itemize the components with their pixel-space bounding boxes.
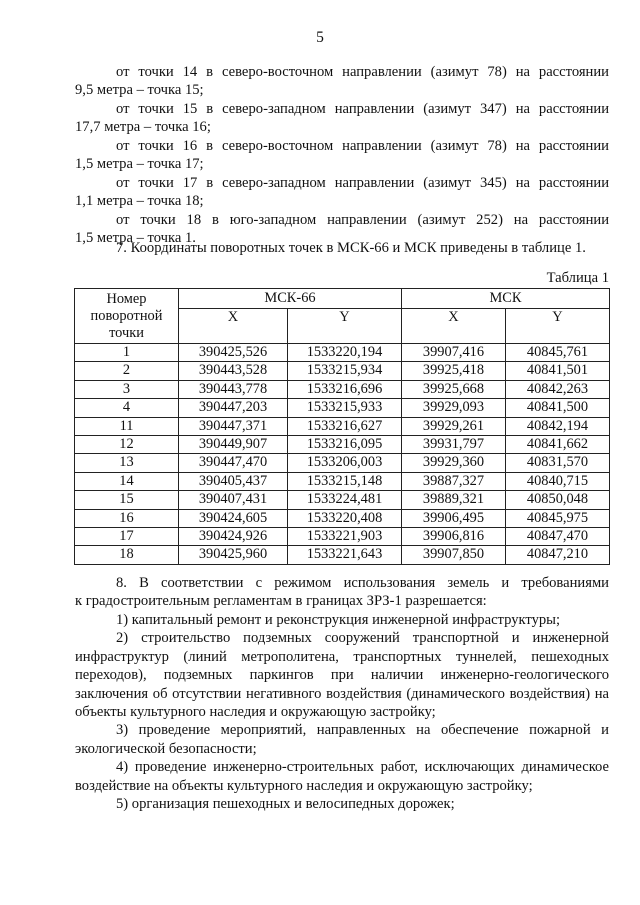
list-item: 1) капитальный ремонт и реконструкция инженерной инфраструктуры; — [116, 612, 561, 628]
table-row — [75, 509, 610, 527]
cell-msk66-y: 1533220,408 — [288, 509, 402, 527]
cell-msk66-y: 1533220,194 — [288, 344, 402, 362]
table-row — [75, 380, 610, 398]
cell-msk-y: 40847,210 — [506, 546, 610, 564]
direction-line-2: 9,5 метра – точка 15; — [75, 82, 204, 99]
item-8-intro — [75, 574, 609, 611]
cell-point: 17 — [75, 528, 179, 546]
list-item: 4) проведение инженерно-строительных работ, исключающих динамическое воздействие на объекты культурного наследия и окружающую застройку; — [75, 759, 609, 794]
cell-msk-y: 40842,263 — [506, 380, 610, 398]
cell-msk-x: 39929,093 — [402, 399, 506, 417]
cell-msk66-y: 1533216,095 — [288, 436, 402, 454]
table-row — [75, 399, 610, 417]
list-item: 3) проведение мероприятий, направленных на обеспечение пожарной и экологической безопасности; — [75, 722, 609, 757]
direction-paragraph — [75, 174, 609, 211]
cell-msk-y: 40845,761 — [506, 344, 610, 362]
direction-paragraph — [75, 63, 609, 100]
table-row — [75, 362, 610, 380]
header-num-line3: точки — [109, 324, 144, 341]
cell-msk-y: 40840,715 — [506, 472, 610, 490]
direction-line-2: 1,1 метра – точка 18; — [75, 193, 204, 210]
cell-point: 11 — [75, 417, 179, 435]
cell-msk-x: 39907,416 — [402, 344, 506, 362]
header-msk66: МСК-66 — [179, 289, 402, 309]
cell-msk66-x: 390443,778 — [179, 380, 288, 398]
cell-point: 4 — [75, 399, 179, 417]
cell-msk66-x: 390449,907 — [179, 436, 288, 454]
cell-point: 3 — [75, 380, 179, 398]
table-caption: Таблица 1 — [546, 270, 609, 286]
header-msk66-y: Y — [288, 309, 402, 344]
direction-line-1: от точки 18 в юго-западном направлении (азимут 252) на расстоянии — [116, 212, 609, 228]
direction-line-1: от точки 16 в северо-восточном направлении (азимут 78) на расстоянии — [116, 138, 609, 154]
cell-point: 18 — [75, 546, 179, 564]
cell-point: 13 — [75, 454, 179, 472]
cell-msk66-x: 390424,926 — [179, 528, 288, 546]
cell-msk66-x: 390424,605 — [179, 509, 288, 527]
cell-msk-x: 39887,327 — [402, 472, 506, 490]
header-msk66-x: X — [179, 309, 288, 344]
item-8-intro-line2: к градостроительным регламентам в границах ЗРЗ-1 разрешается: — [75, 593, 487, 610]
cell-msk-y: 40841,500 — [506, 399, 610, 417]
cell-msk66-x: 390425,526 — [179, 344, 288, 362]
cell-msk-x: 39906,816 — [402, 528, 506, 546]
cell-point: 16 — [75, 509, 179, 527]
page-number: 5 — [316, 29, 324, 46]
header-msk-y: Y — [506, 309, 610, 344]
direction-line-1: от точки 15 в северо-западном направлении (азимут 347) на расстоянии — [116, 101, 609, 117]
cell-msk66-y: 1533216,627 — [288, 417, 402, 435]
cell-point: 14 — [75, 472, 179, 490]
cell-msk66-x: 390425,960 — [179, 546, 288, 564]
cell-msk66-y: 1533216,696 — [288, 380, 402, 398]
cell-msk-x: 39929,360 — [402, 454, 506, 472]
coordinates-table — [74, 288, 610, 565]
cell-msk66-y: 1533215,148 — [288, 472, 402, 490]
table-row — [75, 454, 610, 472]
cell-msk66-x: 390447,371 — [179, 417, 288, 435]
direction-line-1: от точки 17 в северо-западном направлении (азимут 345) на расстоянии — [116, 175, 609, 191]
cell-msk-x: 39925,668 — [402, 380, 506, 398]
cell-point: 1 — [75, 344, 179, 362]
item-7-text: 7. Координаты поворотных точек в МСК-66 и МСК приведены в таблице 1. — [116, 240, 586, 256]
cell-msk-y: 40845,975 — [506, 509, 610, 527]
cell-msk-y: 40847,470 — [506, 528, 610, 546]
cell-point: 15 — [75, 491, 179, 509]
cell-msk66-y: 1533206,003 — [288, 454, 402, 472]
cell-msk-x: 39929,261 — [402, 417, 506, 435]
item-8-intro-line1: 8. В соответствии с режимом использования земель и требованиями — [116, 575, 609, 591]
cell-msk66-y: 1533224,481 — [288, 491, 402, 509]
direction-line-1: от точки 14 в северо-восточном направлении (азимут 78) на расстоянии — [116, 64, 609, 80]
direction-line-2: 1,5 метра – точка 1. — [75, 230, 196, 247]
direction-line-2: 17,7 метра – точка 16; — [75, 119, 211, 136]
cell-point: 12 — [75, 436, 179, 454]
direction-line-2: 1,5 метра – точка 17; — [75, 156, 204, 173]
cell-msk-x: 39925,418 — [402, 362, 506, 380]
list-item: 2) строительство подземных сооружений транспортной и инженерной инфраструктур (линий метрополитена, транспортных туннелей, пешеходных переходов), подземных паркингов при наличии инженерно-геологического заключения об отсутствии негативного воздействия (динамического воздействия) на объекты культурного наследия и окружающую застройку; — [75, 630, 609, 721]
table-row — [75, 417, 610, 435]
cell-msk-y: 40841,662 — [506, 436, 610, 454]
cell-point: 2 — [75, 362, 179, 380]
direction-paragraph — [75, 137, 609, 174]
cell-msk66-y: 1533221,903 — [288, 528, 402, 546]
cell-msk66-x: 390447,203 — [179, 399, 288, 417]
table-row — [75, 491, 610, 509]
cell-msk-y: 40850,048 — [506, 491, 610, 509]
header-point-number — [75, 289, 179, 344]
cell-msk66-x: 390447,470 — [179, 454, 288, 472]
header-num-line1: Номер — [106, 290, 147, 307]
header-msk: МСК — [402, 289, 610, 309]
header-num-line2: поворотной — [90, 307, 163, 324]
table-row — [75, 546, 610, 564]
direction-paragraph — [75, 100, 609, 137]
cell-msk-x: 39931,797 — [402, 436, 506, 454]
item-8-list — [75, 611, 609, 813]
cell-msk66-y: 1533221,643 — [288, 546, 402, 564]
cell-msk-x: 39889,321 — [402, 491, 506, 509]
header-msk-x: X — [402, 309, 506, 344]
cell-msk-y: 40831,570 — [506, 454, 610, 472]
cell-msk66-x: 390443,528 — [179, 362, 288, 380]
cell-msk66-y: 1533215,934 — [288, 362, 402, 380]
cell-msk66-x: 390405,437 — [179, 472, 288, 490]
table-row — [75, 344, 610, 362]
table-row — [75, 528, 610, 546]
cell-msk-x: 39906,495 — [402, 509, 506, 527]
table-row — [75, 436, 610, 454]
cell-msk-y: 40842,194 — [506, 417, 610, 435]
cell-msk-y: 40841,501 — [506, 362, 610, 380]
cell-msk66-y: 1533215,933 — [288, 399, 402, 417]
cell-msk-x: 39907,850 — [402, 546, 506, 564]
table-row — [75, 472, 610, 490]
cell-msk66-x: 390407,431 — [179, 491, 288, 509]
list-item: 5) организация пешеходных и велосипедных дорожек; — [116, 796, 455, 813]
